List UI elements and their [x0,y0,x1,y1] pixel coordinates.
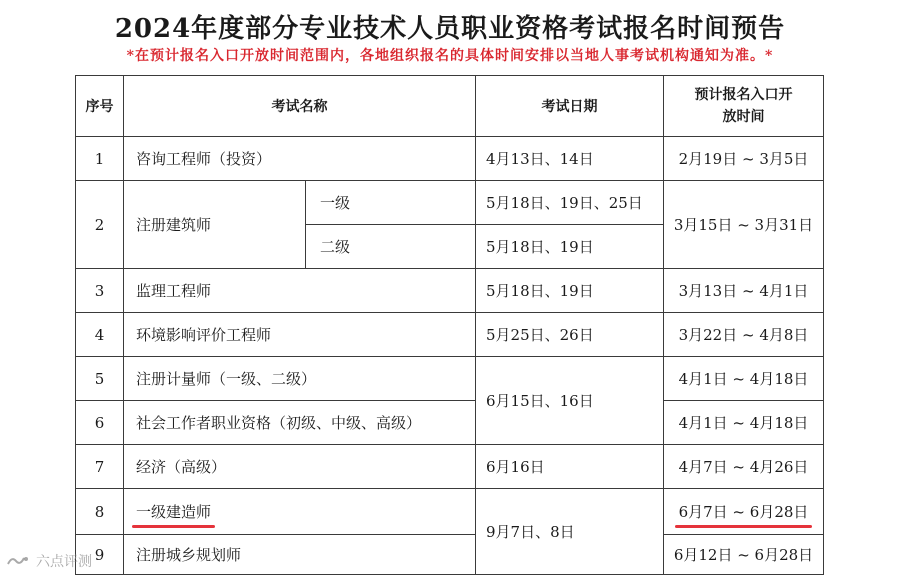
row-index: 4 [76,313,124,357]
registration-window-cell [664,489,824,535]
row-index: 1 [76,137,124,181]
table-row [76,181,824,225]
exam-name-cell [124,489,476,535]
exam-date: 6月16日 [476,445,664,489]
header-registration-text: 预计报名入口开放时间 [694,87,793,125]
row-index: 8 [76,489,124,535]
registration-window: 2月19日 ~ 3月5日 [664,137,824,181]
table-row [76,137,824,181]
table-row [76,489,824,535]
row-index: 7 [76,445,124,489]
exam-name: 注册建筑师 [124,181,306,269]
exam-name: 注册城乡规划师 [124,535,476,575]
table-row [76,535,824,575]
exam-name: 环境影响评价工程师 [124,313,476,357]
registration-window: 4月7日 ~ 4月26日 [664,445,824,489]
exam-level: 二级 [306,225,476,269]
registration-window: 4月1日 ~ 4月18日 [664,401,824,445]
table-row [76,357,824,401]
watermark [6,551,92,571]
header-registration [664,76,824,137]
header-date: 考试日期 [476,76,664,137]
exam-date: 6月15日、16日 [476,357,664,445]
watermark-text: 六点评测 [36,554,92,570]
header-row [76,76,824,137]
row-index: 3 [76,269,124,313]
exam-name: 注册计量师（一级、二级） [124,357,476,401]
registration-window: 3月15日 ~ 3月31日 [664,181,824,269]
header-index: 序号 [76,76,124,137]
row-index: 9 [76,535,124,575]
exam-date: 4月13日、14日 [476,137,664,181]
exam-name: 咨询工程师（投资） [124,137,476,181]
registration-window-highlighted: 6月7日 ~ 6月28日 [678,503,809,521]
row-index: 6 [76,401,124,445]
registration-window: 3月22日 ~ 4月8日 [664,313,824,357]
exam-date: 5月18日、19日、25日 [476,181,664,225]
exam-level: 一级 [306,181,476,225]
schedule-table [75,75,824,575]
registration-window: 3月13日 ~ 4月1日 [664,269,824,313]
registration-window: 4月1日 ~ 4月18日 [664,357,824,401]
watermark-logo-icon [6,554,30,568]
exam-name-highlighted: 一级建造师 [136,503,212,521]
page-subtitle: *在预计报名入口开放时间范围内，各地组织报名的具体时间安排以当地人事考试机构通知为准。* [126,48,774,64]
exam-date: 5月18日、19日 [476,269,664,313]
row-index: 5 [76,357,124,401]
exam-date: 9月7日、8日 [476,489,664,575]
registration-window: 6月12日 ~ 6月28日 [664,535,824,575]
table-row [76,313,824,357]
page-title: 2024年度部分专业技术人员职业资格考试报名时间预告 [114,14,786,44]
exam-name: 社会工作者职业资格（初级、中级、高级） [124,401,476,445]
table-row [76,269,824,313]
row-index: 2 [76,181,124,269]
table-row [76,401,824,445]
exam-date: 5月25日、26日 [476,313,664,357]
exam-name: 监理工程师 [124,269,476,313]
table-row [76,445,824,489]
exam-date: 5月18日、19日 [476,225,664,269]
header-name: 考试名称 [124,76,476,137]
exam-name: 经济（高级） [124,445,476,489]
